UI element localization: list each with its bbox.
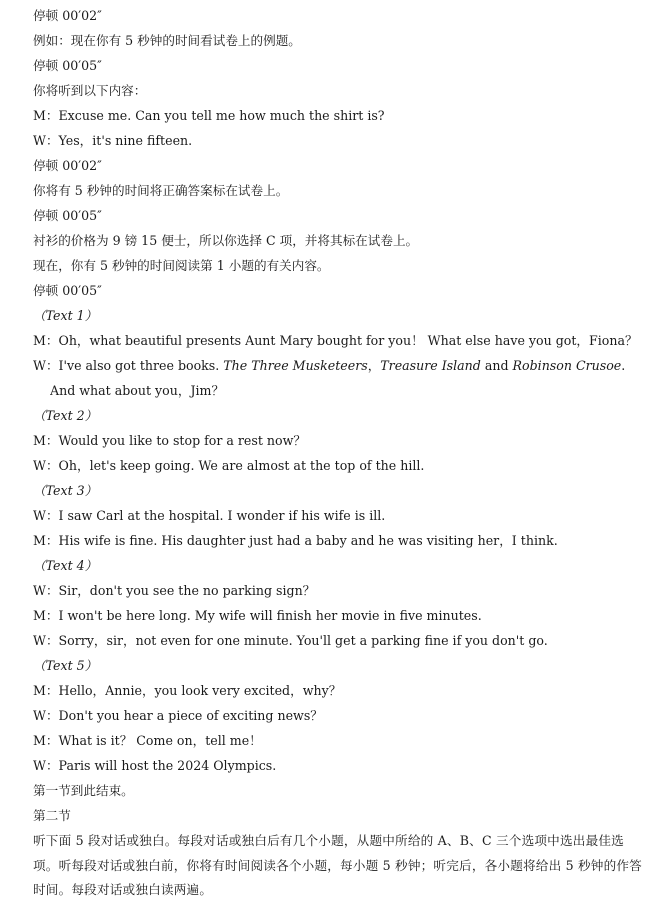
dialogue-text: W：I've also got three books. [33,358,224,373]
dialogue-line: W：Oh，let's keep going. We are almost at the top of the hill. [33,458,425,473]
section-end-note: 第一节到此结束。 [33,783,134,798]
text-heading: （Text 1） [33,308,98,323]
text-heading: （Text 3） [33,483,98,498]
dialogue-line: M：Excuse me. Can you tell me how much the shirt is? [33,108,385,123]
section-instructions: 听下面 5 段对话或独白。每段对话或独白后有几个小题，从题中所给的 A、B、C 三个选项中选出最佳选项。听每段对话或独白前，你将有时间阅读各个小题，每小题 5 秒钟；听完后，各小题将给出 5 秒钟的作答时间。每段对话或独白读两遍。 [33,833,642,897]
dialogue-line: W：Sir，don't you see the no parking sign？ [33,583,316,598]
dialogue-line [33,354,646,378]
reading-instruction: 现在，你有 5 秒钟的时间阅读第 1 小题的有关内容。 [33,258,330,273]
answer-instruction: 你将有 5 秒钟的时间将正确答案标在试卷上。 [33,183,289,198]
dialogue-line: M：I won't be here long. My wife will finish her movie in five minutes. [33,608,482,623]
pause-marker: 停顿 00′05″ [33,208,102,223]
pause-marker: 停顿 00′02″ [33,8,102,23]
separator: ， [367,358,381,373]
dialogue-line: M：Would you like to stop for a rest now？ [33,433,306,448]
book-title: The Three Musketeers [223,358,368,373]
dialogue-line: W：Sorry，sir，not even for one minute. You'll get a parking fine if you don't go. [33,633,548,648]
text-heading: （Text 4） [33,558,98,573]
text-heading: （Text 2） [33,408,98,423]
dialogue-line: W：Don't you hear a piece of exciting news？ [33,708,323,723]
dialogue-text: . [621,358,626,373]
listen-intro: 你将听到以下内容： [33,83,147,98]
dialogue-line: M：His wife is fine. His daughter just had a baby and he was visiting her，I think. [33,533,558,548]
text-heading: （Text 5） [33,658,98,673]
pause-marker: 停顿 00′02″ [33,158,102,173]
dialogue-line: M：What is it？ Come on，tell me！ [33,733,262,748]
dialogue-line: W：I saw Carl at the hospital. I wonder if his wife is ill. [33,508,386,523]
pause-marker: 停顿 00′05″ [33,58,102,73]
dialogue-line: M：Oh，what beautiful presents Aunt Mary bought for you！ What else have you got，Fiona？ [33,333,638,348]
dialogue-continuation: And what about you，Jim？ [50,383,225,398]
book-title: Treasure Island [380,358,481,373]
pause-marker: 停顿 00′05″ [33,283,102,298]
book-title: Robinson Crusoe [512,358,622,373]
section-heading: 第二节 [33,808,71,823]
separator: and [480,358,513,373]
example-explanation: 衬衫的价格为 9 镑 15 便士，所以你选择 C 项，并将其标在试卷上。 [33,233,419,248]
dialogue-line: W：Paris will host the 2024 Olympics. [33,758,277,773]
dialogue-line: W：Yes，it's nine fifteen. [33,133,193,148]
dialogue-line: M：Hello，Annie，you look very excited，why？ [33,683,342,698]
example-instruction: 例如：现在你有 5 秒钟的时间看试卷上的例题。 [33,33,301,48]
